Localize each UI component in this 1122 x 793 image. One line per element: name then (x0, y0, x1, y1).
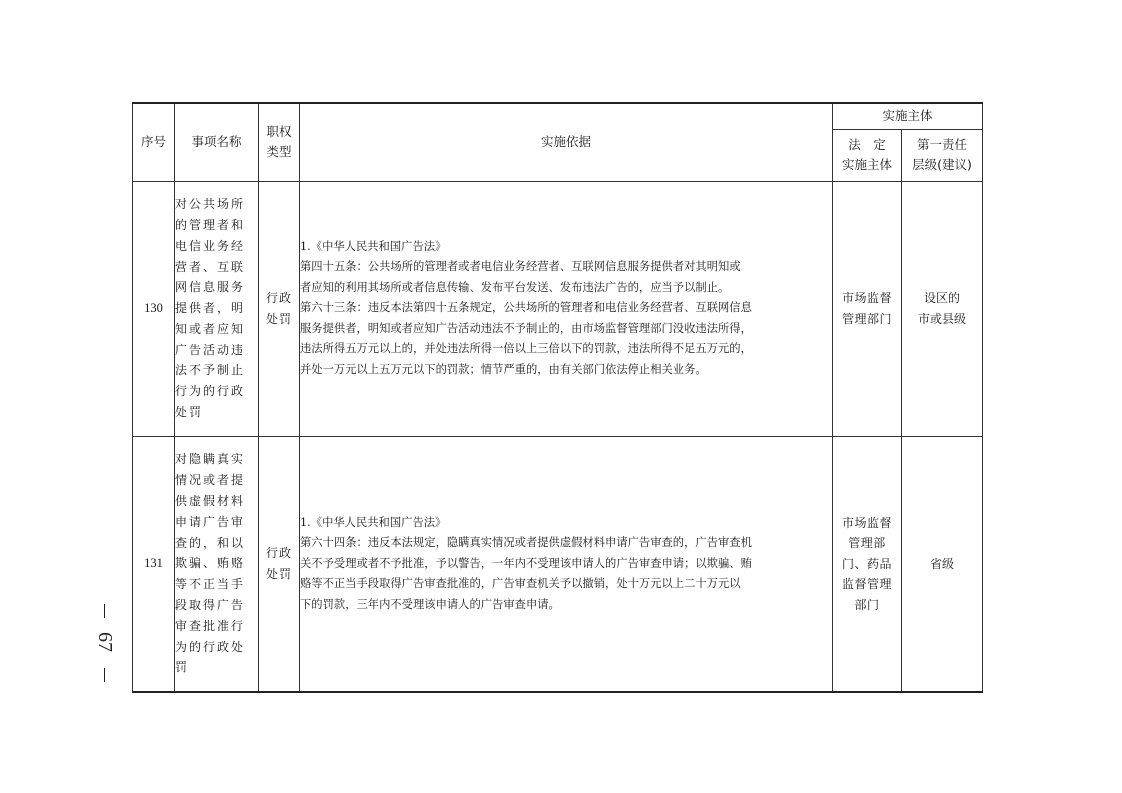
row-seq: 131 (133, 436, 175, 692)
header-power-type: 职权 类型 (259, 103, 300, 181)
row-legal-subject: 市场监督 管理部 门、药品 监督管理 部门 (833, 436, 902, 692)
row-seq: 130 (133, 181, 175, 436)
table-row (133, 181, 983, 436)
row-item-name: 对公共场所 的管理者和 电信业务经 营者、互联 网信息服务 提供者，明 知或者应知 广告活动违 法不予制止 行为的行政 处罚 (175, 181, 259, 436)
page-number-dash-bottom (104, 668, 105, 682)
header-legal-subject: 法 定 实施主体 (833, 129, 902, 181)
header-first-level: 第一责任 层级(建议) (902, 129, 983, 181)
row-basis: 1.《中华人民共和国广告法》 第四十五条：公共场所的管理者或者电信业务经营者、互联网信息服务提供者对其明知或 者应知的利用其场所或者信息传输、发布平台发送、发布违法广告的，应当予以制止。 第六十三条：违反本法第四十五条规定，公共场所的管理者和电信业务经营者、互联网信息 服务提供者，明知或者应知广告活动违法不予制止的，由市场监督管理部门没收违法所得， 违法所得五万元以上的，并处违法所得一倍以上三倍以下的罚款，违法所得不足五万元的， 并处一万元以上五万元以下的罚款；情节严重的，由有关部门依法停止相关业务。 (300, 181, 833, 436)
page-number-dash-top (104, 604, 105, 618)
row-basis: 1.《中华人民共和国广告法》 第六十四条：违反本法规定，隐瞒真实情况或者提供虚假材料申请广告审查的，广告审查机 关不予受理或者不予批准，予以警告，一年内不受理该申请人的广告审查申请；以欺骗、贿 赂等不正当手段取得广告审查批准的，广告审查机关予以撤销，处十万元以上二十万元以 下的罚款，三年内不受理该申请人的广告审查申请。 (300, 436, 833, 692)
row-first-level: 省级 (902, 436, 983, 692)
table-row (133, 436, 983, 692)
row-legal-subject: 市场监督 管理部门 (833, 181, 902, 436)
row-power-type: 行政 处罚 (259, 436, 300, 692)
row-first-level: 设区的 市或县级 (902, 181, 983, 436)
row-item-name: 对隐瞒真实 情况或者提 供虚假材料 申请广告审 查的，和以 欺骗、贿赂 等不正当手 段取得广告 审查批准行 为的行政处 罚 (175, 436, 259, 692)
header-row-1 (133, 103, 983, 129)
page-number (90, 598, 120, 688)
header-item-name: 事项名称 (175, 103, 259, 181)
enforcement-items-table (132, 102, 983, 693)
header-basis: 实施依据 (300, 103, 833, 181)
page-number-text: 67 (94, 632, 116, 652)
row-power-type: 行政 处罚 (259, 181, 300, 436)
header-seq: 序号 (133, 103, 175, 181)
header-subject-group: 实施主体 (833, 103, 983, 129)
